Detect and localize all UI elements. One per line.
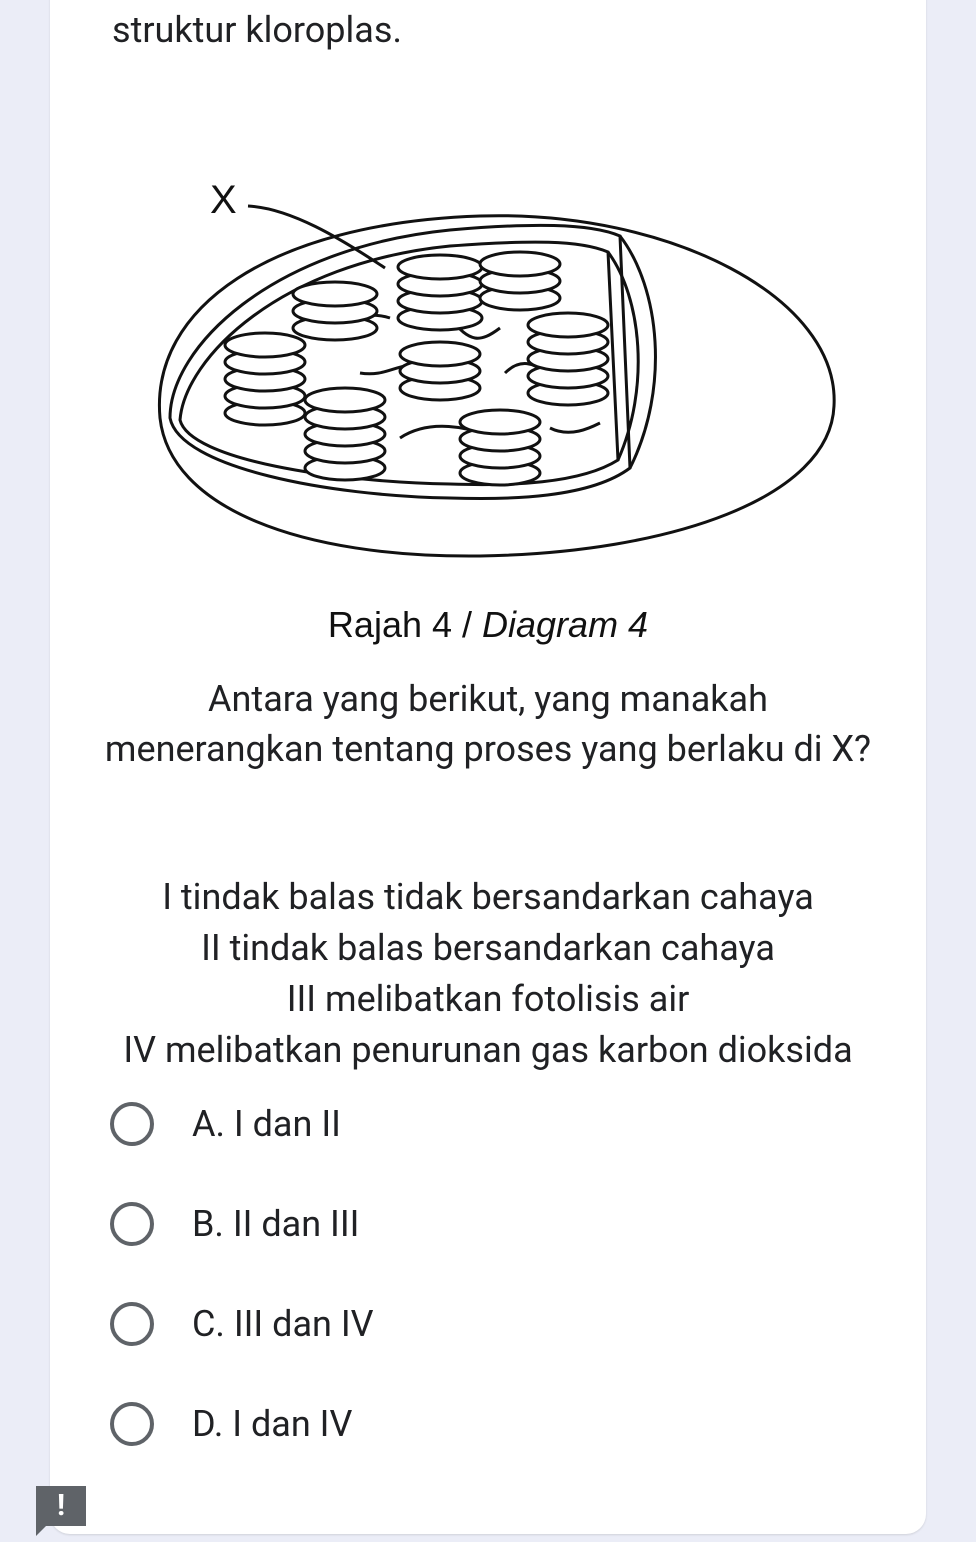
radio-button-icon[interactable] (110, 1302, 154, 1346)
radio-button-icon[interactable] (110, 1102, 154, 1146)
option-b-label: B. II dan III (192, 1203, 360, 1245)
option-c-label: C. III dan IV (192, 1303, 374, 1345)
radio-button-icon[interactable] (110, 1402, 154, 1446)
option-b[interactable] (110, 1199, 359, 1249)
statement-item: II tindak balas bersandarkan cahaya (201, 927, 775, 969)
chloroplast-diagram (150, 168, 850, 568)
radio-button-icon[interactable] (110, 1202, 154, 1246)
statement-item: III melibatkan fotolisis air (286, 978, 690, 1020)
diagram-caption-italic: Diagram 4 (482, 604, 649, 645)
required-alert-icon: ! (36, 1486, 86, 1526)
statement-item: I tindak balas tidak bersandarkan cahaya (162, 876, 814, 918)
option-d-label: D. I dan IV (192, 1403, 353, 1445)
option-a[interactable] (110, 1099, 341, 1149)
diagram-label-x: X (210, 178, 237, 222)
question-text: Antara yang berikut, yang manakah menerangkan tentang proses yang berlaku di X? (104, 678, 872, 770)
diagram-caption-main: Rajah 4 / (327, 604, 483, 645)
option-d[interactable] (110, 1399, 352, 1449)
intro-text: struktur kloroplas. (112, 9, 402, 51)
diagram-caption (0, 604, 976, 646)
option-a-label: A. I dan II (192, 1103, 341, 1145)
statement-list (60, 872, 916, 1076)
alert-tail (36, 1524, 48, 1536)
statement-item: IV melibatkan penurunan gas karbon dioksida (123, 1029, 853, 1071)
option-c[interactable] (110, 1299, 374, 1349)
